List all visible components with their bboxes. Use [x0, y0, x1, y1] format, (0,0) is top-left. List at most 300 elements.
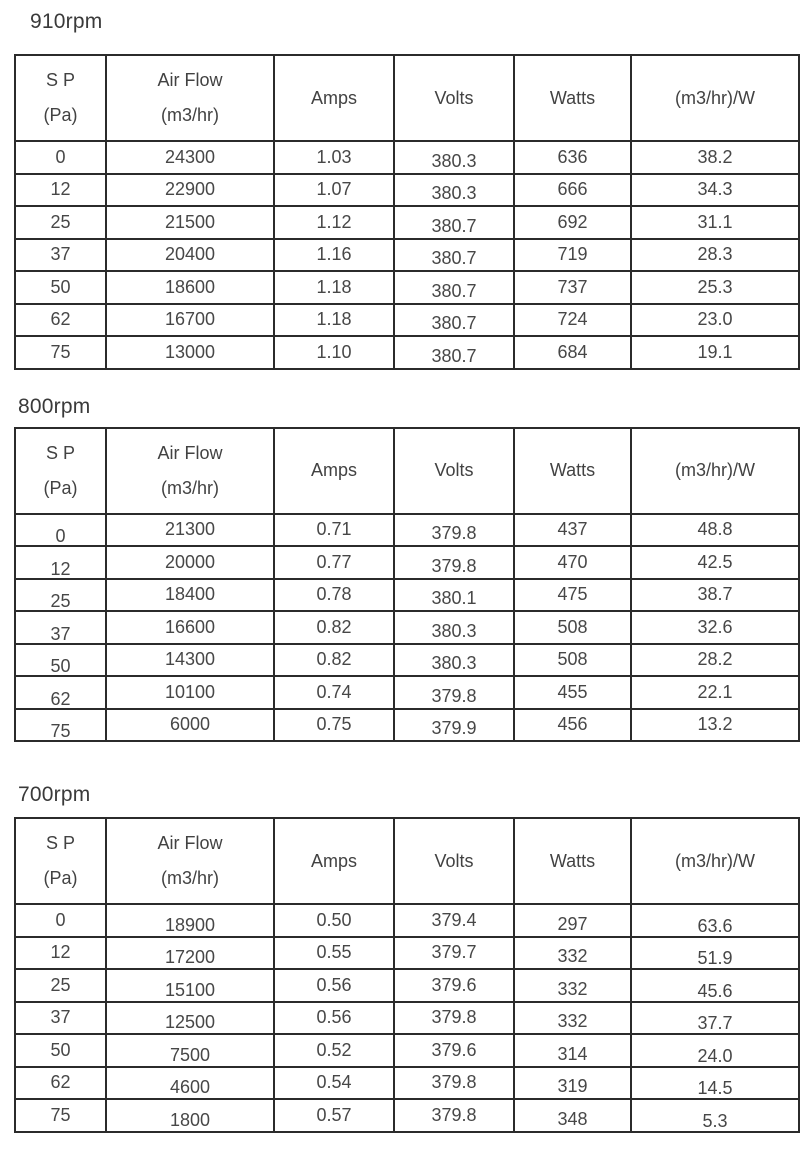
header-row — [15, 818, 799, 904]
cell-value: 13000 — [164, 341, 216, 362]
cell-value: 19.1 — [697, 341, 733, 362]
cell-value: 28.3 — [697, 244, 733, 265]
cell-m3hr-per-w — [631, 1002, 799, 1035]
cell-value: 692 — [557, 211, 588, 232]
cell-air-flow — [106, 904, 274, 937]
header-line: (m3/hr) — [161, 477, 219, 498]
cell-value: 719 — [557, 244, 588, 265]
header-line: (Pa) — [43, 105, 78, 125]
cell-value: 0.75 — [316, 714, 352, 735]
cell-amps — [274, 579, 394, 612]
cell-value: 1.18 — [316, 276, 352, 297]
cell-value: 25.3 — [697, 276, 733, 297]
cell-sp-pa — [15, 611, 106, 644]
cell-sp-pa — [15, 644, 106, 677]
table-row — [15, 709, 799, 742]
cell-value: 14.5 — [697, 1078, 733, 1099]
header-line: S P — [45, 442, 75, 463]
cell-sp-pa — [15, 174, 106, 207]
cell-air-flow — [106, 239, 274, 272]
cell-value: 380.3 — [431, 620, 477, 641]
cell-value: 0.77 — [316, 551, 352, 572]
cell-value: 0.82 — [316, 649, 352, 670]
header-line: (m3/hr)/W — [675, 87, 755, 108]
cell-m3hr-per-w — [631, 336, 799, 369]
cell-amps — [274, 969, 394, 1002]
cell-m3hr-per-w — [631, 141, 799, 174]
cell-value: 25 — [50, 974, 71, 995]
cell-value: 684 — [557, 341, 588, 362]
cell-value: 34.3 — [697, 179, 733, 200]
cell-air-flow — [106, 1067, 274, 1100]
cell-value: 16600 — [164, 616, 216, 637]
cell-value: 0.55 — [316, 942, 352, 963]
header-line: Amps — [310, 460, 357, 480]
cell-value: 50 — [50, 656, 71, 676]
cell-value: 636 — [557, 146, 588, 167]
cell-air-flow — [106, 969, 274, 1002]
section-title-800rpm: 800rpm — [18, 394, 91, 418]
column-header-volts — [394, 55, 514, 141]
cell-value: 0.54 — [316, 1072, 352, 1093]
cell-volts — [394, 709, 514, 742]
table-row — [15, 206, 799, 239]
cell-air-flow — [106, 304, 274, 337]
section-700rpm — [14, 783, 798, 1133]
section-800rpm — [14, 395, 798, 743]
cell-air-flow — [106, 336, 274, 369]
cell-value: 10100 — [164, 681, 216, 702]
cell-volts — [394, 514, 514, 547]
cell-volts — [394, 271, 514, 304]
table-row — [15, 336, 799, 369]
cell-value: 470 — [557, 551, 588, 572]
cell-value: 1800 — [169, 1109, 211, 1130]
table-row — [15, 174, 799, 207]
header-row — [15, 428, 799, 514]
cell-value: 1.10 — [316, 341, 352, 362]
cell-air-flow — [106, 1034, 274, 1067]
cell-amps — [274, 141, 394, 174]
cell-value: 38.2 — [697, 146, 733, 167]
cell-value: 18600 — [164, 276, 216, 297]
cell-m3hr-per-w — [631, 579, 799, 612]
cell-air-flow — [106, 546, 274, 579]
cell-m3hr-per-w — [631, 1034, 799, 1067]
cell-value: 24.0 — [697, 1045, 733, 1066]
table-row — [15, 611, 799, 644]
cell-value: 28.2 — [697, 649, 733, 670]
cell-watts — [514, 644, 631, 677]
cell-value: 724 — [557, 309, 588, 330]
performance-table-700rpm — [14, 817, 800, 1133]
cell-value: 62 — [50, 688, 71, 709]
cell-value: 15100 — [164, 979, 216, 1000]
cell-value: 455 — [557, 681, 588, 702]
cell-m3hr-per-w — [631, 676, 799, 709]
table-row — [15, 579, 799, 612]
cell-value: 75 — [50, 1104, 71, 1125]
header-line: (m3/hr)/W — [675, 460, 755, 480]
cell-value: 332 — [557, 978, 588, 999]
cell-sp-pa — [15, 1067, 106, 1100]
header-line: (m3/hr) — [161, 105, 219, 125]
header-line: Volts — [434, 87, 474, 108]
cell-amps — [274, 676, 394, 709]
cell-watts — [514, 904, 631, 937]
cell-value: 380.7 — [431, 280, 477, 301]
cell-value: 24300 — [164, 146, 216, 167]
cell-value: 379.8 — [431, 685, 477, 706]
cell-amps — [274, 336, 394, 369]
cell-air-flow — [106, 514, 274, 547]
cell-value: 50 — [50, 276, 71, 297]
cell-amps — [274, 937, 394, 970]
cell-value: 508 — [557, 616, 588, 637]
cell-value: 23.0 — [697, 309, 733, 330]
cell-value: 21500 — [164, 211, 216, 232]
column-header-watts — [514, 818, 631, 904]
cell-amps — [274, 1002, 394, 1035]
cell-m3hr-per-w — [631, 709, 799, 742]
cell-value: 379.7 — [431, 942, 477, 963]
cell-value: 31.1 — [697, 211, 733, 232]
cell-value: 0.56 — [316, 1007, 352, 1028]
cell-watts — [514, 304, 631, 337]
header-line: Air Flow — [157, 833, 223, 853]
column-header-sp-pa — [15, 55, 106, 141]
cell-value: 1.18 — [316, 309, 352, 330]
section-title-700rpm: 700rpm — [18, 783, 91, 806]
section-910rpm — [14, 10, 798, 370]
cell-m3hr-per-w — [631, 937, 799, 970]
cell-sp-pa — [15, 1002, 106, 1035]
cell-watts — [514, 206, 631, 239]
cell-amps — [274, 304, 394, 337]
cell-watts — [514, 1002, 631, 1035]
cell-value: 37 — [50, 623, 71, 644]
table-row — [15, 644, 799, 677]
cell-amps — [274, 1034, 394, 1067]
cell-value: 0.82 — [316, 616, 352, 637]
cell-watts — [514, 1099, 631, 1132]
table-row — [15, 904, 799, 937]
cell-value: 45.6 — [697, 980, 733, 1001]
cell-sp-pa — [15, 546, 106, 579]
cell-air-flow — [106, 1099, 274, 1132]
table-row — [15, 514, 799, 547]
cell-value: 7500 — [169, 1044, 211, 1065]
cell-watts — [514, 336, 631, 369]
cell-m3hr-per-w — [631, 271, 799, 304]
cell-value: 0.56 — [316, 974, 352, 995]
cell-value: 25 — [50, 211, 71, 232]
cell-value: 0 — [55, 909, 66, 930]
cell-value: 379.4 — [431, 909, 477, 930]
cell-value: 62 — [50, 309, 71, 330]
cell-watts — [514, 239, 631, 272]
table-row — [15, 937, 799, 970]
cell-amps — [274, 514, 394, 547]
cell-value: 17200 — [164, 947, 216, 968]
cell-sp-pa — [15, 304, 106, 337]
column-header-volts — [394, 428, 514, 514]
cell-m3hr-per-w — [631, 644, 799, 677]
cell-amps — [274, 1067, 394, 1100]
header-line: (Pa) — [43, 477, 78, 498]
cell-value: 332 — [557, 946, 588, 967]
cell-value: 0.78 — [316, 584, 352, 605]
table-row — [15, 304, 799, 337]
cell-value: 0.50 — [316, 909, 352, 930]
cell-value: 51.9 — [697, 948, 733, 969]
cell-volts — [394, 239, 514, 272]
cell-value: 13.2 — [697, 714, 733, 735]
cell-air-flow — [106, 174, 274, 207]
cell-sp-pa — [15, 141, 106, 174]
cell-amps — [274, 546, 394, 579]
table-row — [15, 1034, 799, 1067]
cell-value: 12500 — [164, 1012, 216, 1033]
cell-amps — [274, 174, 394, 207]
cell-value: 12 — [50, 179, 71, 200]
cell-value: 48.8 — [697, 519, 733, 540]
cell-value: 37 — [50, 244, 71, 265]
cell-m3hr-per-w — [631, 546, 799, 579]
section-title-910rpm: 910rpm — [30, 10, 103, 33]
cell-value: 379.8 — [431, 1007, 477, 1028]
header-line: (m3/hr) — [161, 868, 219, 888]
cell-volts — [394, 676, 514, 709]
cell-watts — [514, 546, 631, 579]
column-header-m3hr-per-w — [631, 55, 799, 141]
cell-sp-pa — [15, 271, 106, 304]
cell-value: 5.3 — [702, 1110, 728, 1131]
cell-value: 380.7 — [431, 248, 477, 269]
cell-amps — [274, 611, 394, 644]
cell-value: 475 — [557, 584, 588, 605]
cell-value: 22.1 — [697, 681, 733, 702]
cell-value: 348 — [557, 1108, 588, 1129]
cell-volts — [394, 1002, 514, 1035]
cell-m3hr-per-w — [631, 304, 799, 337]
cell-watts — [514, 709, 631, 742]
cell-value: 379.6 — [431, 1039, 477, 1060]
cell-volts — [394, 1034, 514, 1067]
cell-value: 0.57 — [316, 1104, 352, 1125]
header-line: Watts — [549, 850, 596, 871]
cell-value: 18400 — [164, 584, 216, 605]
table-row — [15, 1067, 799, 1100]
cell-air-flow — [106, 206, 274, 239]
cell-volts — [394, 304, 514, 337]
table-row — [15, 271, 799, 304]
cell-air-flow — [106, 579, 274, 612]
cell-value: 332 — [557, 1011, 588, 1032]
cell-value: 379.6 — [431, 974, 477, 995]
column-header-watts — [514, 428, 631, 514]
cell-air-flow — [106, 271, 274, 304]
cell-amps — [274, 271, 394, 304]
cell-value: 379.8 — [431, 555, 477, 576]
cell-value: 62 — [50, 1072, 71, 1093]
cell-volts — [394, 141, 514, 174]
cell-value: 14300 — [164, 649, 216, 670]
header-line: (m3/hr)/W — [675, 850, 755, 871]
cell-value: 75 — [50, 341, 71, 362]
cell-value: 737 — [557, 276, 588, 297]
cell-value: 75 — [50, 721, 71, 741]
cell-sp-pa — [15, 709, 106, 742]
cell-air-flow — [106, 937, 274, 970]
cell-volts — [394, 969, 514, 1002]
performance-table-800rpm — [14, 427, 800, 743]
cell-value: 380.3 — [431, 653, 477, 674]
header-row — [15, 55, 799, 141]
header-line: Volts — [434, 850, 474, 871]
cell-value: 0.74 — [316, 681, 352, 702]
cell-value: 42.5 — [697, 551, 733, 572]
cell-value: 379.8 — [431, 523, 477, 544]
cell-sp-pa — [15, 1034, 106, 1067]
header-line: (Pa) — [43, 868, 78, 888]
cell-volts — [394, 937, 514, 970]
column-header-sp-pa — [15, 428, 106, 514]
cell-volts — [394, 206, 514, 239]
cell-value: 0.71 — [316, 519, 352, 540]
column-header-watts — [514, 55, 631, 141]
cell-value: 63.6 — [697, 915, 733, 936]
cell-value: 297 — [557, 913, 588, 934]
header-line: Amps — [310, 87, 357, 108]
cell-m3hr-per-w — [631, 904, 799, 937]
cell-sp-pa — [15, 579, 106, 612]
cell-sp-pa — [15, 969, 106, 1002]
table-row — [15, 676, 799, 709]
table-row — [15, 969, 799, 1002]
header-line: Air Flow — [157, 442, 223, 463]
cell-m3hr-per-w — [631, 969, 799, 1002]
cell-value: 380.7 — [431, 215, 477, 236]
cell-value: 0 — [55, 146, 66, 167]
header-line: Watts — [549, 87, 596, 108]
cell-value: 380.1 — [431, 588, 477, 609]
cell-m3hr-per-w — [631, 206, 799, 239]
cell-volts — [394, 611, 514, 644]
cell-watts — [514, 174, 631, 207]
cell-value: 379.9 — [431, 718, 477, 739]
cell-m3hr-per-w — [631, 514, 799, 547]
cell-value: 20400 — [164, 244, 216, 265]
column-header-m3hr-per-w — [631, 428, 799, 514]
cell-watts — [514, 937, 631, 970]
cell-value: 456 — [557, 714, 588, 735]
cell-value: 22900 — [164, 179, 216, 200]
cell-watts — [514, 514, 631, 547]
cell-volts — [394, 336, 514, 369]
cell-value: 50 — [50, 1039, 71, 1060]
header-line: S P — [45, 833, 75, 853]
cell-air-flow — [106, 676, 274, 709]
cell-sp-pa — [15, 904, 106, 937]
column-header-amps — [274, 818, 394, 904]
cell-air-flow — [106, 1002, 274, 1035]
cell-amps — [274, 1099, 394, 1132]
cell-air-flow — [106, 611, 274, 644]
cell-volts — [394, 904, 514, 937]
cell-amps — [274, 644, 394, 677]
cell-value: 380.7 — [431, 345, 477, 366]
cell-amps — [274, 239, 394, 272]
cell-value: 18900 — [164, 914, 216, 935]
column-header-amps — [274, 428, 394, 514]
header-line: Amps — [310, 850, 357, 871]
table-row — [15, 546, 799, 579]
column-header-air-flow — [106, 55, 274, 141]
cell-watts — [514, 271, 631, 304]
cell-value: 4600 — [169, 1077, 211, 1098]
table-row — [15, 239, 799, 272]
column-header-amps — [274, 55, 394, 141]
cell-watts — [514, 611, 631, 644]
cell-value: 0 — [55, 526, 66, 546]
cell-value: 508 — [557, 649, 588, 670]
cell-volts — [394, 1099, 514, 1132]
cell-value: 380.3 — [431, 183, 477, 204]
header-line: Air Flow — [157, 70, 223, 90]
cell-value: 380.3 — [431, 150, 477, 171]
cell-m3hr-per-w — [631, 1099, 799, 1132]
cell-sp-pa — [15, 206, 106, 239]
header-line: Watts — [549, 460, 596, 480]
column-header-air-flow — [106, 818, 274, 904]
cell-amps — [274, 709, 394, 742]
cell-value: 37 — [50, 1007, 71, 1028]
cell-value: 0.52 — [316, 1039, 352, 1060]
cell-sp-pa — [15, 676, 106, 709]
cell-value: 37.7 — [697, 1013, 733, 1034]
cell-volts — [394, 546, 514, 579]
cell-value: 379.8 — [431, 1104, 477, 1125]
column-header-volts — [394, 818, 514, 904]
cell-value: 666 — [557, 179, 588, 200]
header-line: Volts — [434, 460, 474, 480]
performance-table-910rpm — [14, 54, 800, 370]
cell-value: 1.16 — [316, 244, 352, 265]
cell-value: 1.12 — [316, 211, 352, 232]
cell-air-flow — [106, 709, 274, 742]
header-line: S P — [45, 70, 75, 90]
table-row — [15, 1002, 799, 1035]
cell-watts — [514, 141, 631, 174]
cell-amps — [274, 904, 394, 937]
cell-value: 21300 — [164, 519, 216, 540]
cell-watts — [514, 1034, 631, 1067]
cell-value: 1.07 — [316, 179, 352, 200]
cell-value: 16700 — [164, 309, 216, 330]
cell-watts — [514, 676, 631, 709]
cell-value: 319 — [557, 1076, 588, 1097]
cell-volts — [394, 579, 514, 612]
cell-amps — [274, 206, 394, 239]
cell-watts — [514, 579, 631, 612]
cell-value: 25 — [50, 591, 71, 611]
cell-sp-pa — [15, 514, 106, 547]
cell-m3hr-per-w — [631, 174, 799, 207]
cell-value: 437 — [557, 519, 588, 540]
cell-value: 20000 — [164, 551, 216, 572]
cell-value: 12 — [50, 558, 71, 579]
